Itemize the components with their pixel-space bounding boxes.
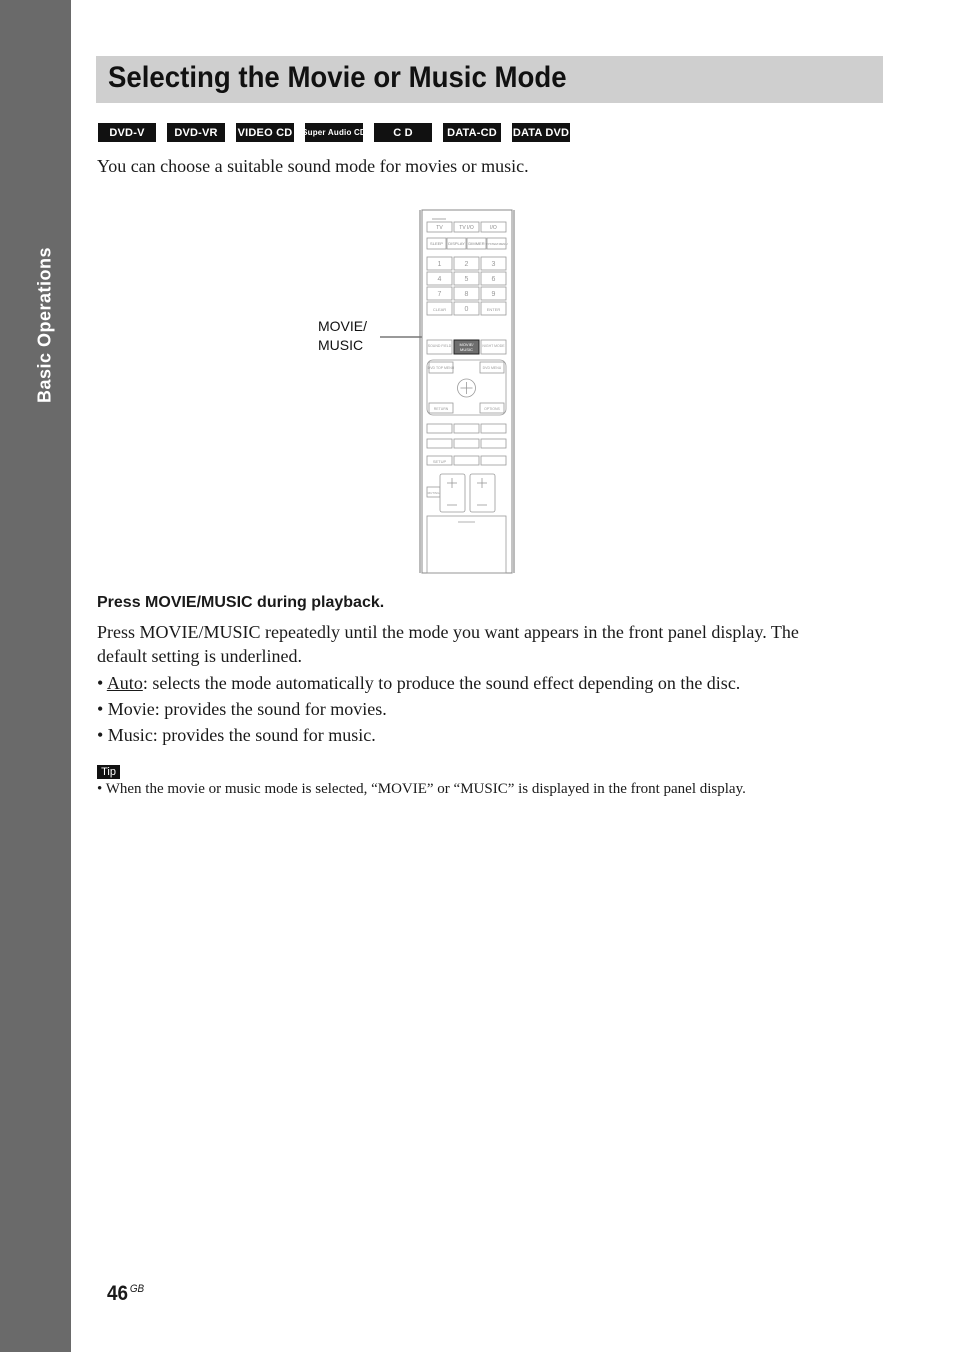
bullet-music: • Music: provides the sound for music. xyxy=(97,725,376,745)
page-number-value: 46 xyxy=(107,1282,129,1305)
bullet-movie: • Movie: provides the sound for movies. xyxy=(97,699,387,719)
page-number-suffix: GB xyxy=(129,1283,145,1295)
remote-digit-7: 7 xyxy=(437,291,442,298)
remote-label-sleep: SLEEP xyxy=(430,241,443,246)
page-title: Selecting the Movie or Music Mode xyxy=(108,61,567,94)
remote-label-tv: TV xyxy=(436,225,443,231)
remote-label-sound-field: SOUND FIELD xyxy=(427,344,452,348)
callout-label-line1: MOVIE/ xyxy=(318,318,368,334)
movie-music-button-highlight xyxy=(454,340,479,354)
remote-label-display: DISPLAY xyxy=(448,241,465,246)
page-number xyxy=(107,1282,144,1306)
badge-data-dvd: DATA DVD xyxy=(512,123,570,142)
remote-label-clear: CLEAR xyxy=(432,307,447,312)
body-text-line1: Press MOVIE/MUSIC repeatedly until the mode you want appears in the front panel display. The xyxy=(97,622,799,642)
bullet-auto xyxy=(97,671,740,695)
remote-digit-0: 0 xyxy=(464,306,469,313)
body-text-line2: default setting is underlined. xyxy=(97,646,302,666)
remote-label-dvd-menu: DVD MENU xyxy=(482,366,502,370)
remote-control-illustration xyxy=(300,200,540,580)
intro-text: You can choose a suitable sound mode for movies or music. xyxy=(97,156,529,176)
remote-transport-buttons xyxy=(427,424,506,465)
remote-label-dimmer: DIMMER xyxy=(468,241,485,246)
remote-label-muting: MUTING xyxy=(427,491,440,495)
badge-super-audio-cd: Super Audio CD xyxy=(305,123,363,142)
tip-badge: Tip xyxy=(97,765,120,779)
remote-label-enter: ENTER xyxy=(486,307,501,312)
badge-dvd-vr: DVD-VR xyxy=(167,123,225,142)
tip-text: • When the movie or music mode is selected, “MOVIE” or “MUSIC” is displayed in the front panel display. xyxy=(97,781,746,797)
badge-video-cd: VIDEO CD xyxy=(236,123,294,142)
remote-label-return: RETURN xyxy=(433,407,449,411)
section-label: Basic Operations xyxy=(34,246,55,404)
bullet-auto-rest: : selects the mode automatically to produce the sound effect depending on the disc. xyxy=(142,673,741,693)
remote-digit-4: 4 xyxy=(437,276,442,283)
remote-label-dvd-top-menu: DVD TOP MENU xyxy=(427,366,455,370)
remote-digit-2: 2 xyxy=(464,261,469,268)
remote-digit-5: 5 xyxy=(464,276,469,283)
highlight-label-top: MOVIE/ xyxy=(459,342,474,347)
badge-cd: C D xyxy=(374,123,432,142)
remote-label-tv-io: TV I/O xyxy=(459,225,474,231)
badge-dvd-v: DVD-V xyxy=(98,123,156,142)
remote-label-io: I/O xyxy=(490,225,497,231)
title-bar xyxy=(96,56,883,103)
remote-nav-cluster xyxy=(427,360,506,415)
remote-digit-6: 6 xyxy=(491,276,496,283)
bullet-auto-prefix: • xyxy=(97,673,107,693)
remote-digit-8: 8 xyxy=(464,291,469,298)
callout-label-line2: MUSIC xyxy=(318,337,364,353)
remote-label-options: OPTIONS xyxy=(484,407,500,411)
remote-digit-1: 1 xyxy=(437,261,442,268)
side-section-tab xyxy=(0,0,71,1352)
remote-label-setup: SETUP xyxy=(432,459,447,464)
highlight-label-bottom: MUSIC xyxy=(460,347,473,352)
step-heading: Press MOVIE/MUSIC during playback. xyxy=(97,594,385,611)
remote-digit-3: 3 xyxy=(491,261,496,268)
remote-digit-9: 9 xyxy=(491,291,496,298)
remote-label-system-menu: SYSTEM MENU xyxy=(485,242,508,246)
remote-label-night-mode: NIGHT MODE xyxy=(482,344,505,348)
badge-data-cd: DATA-CD xyxy=(443,123,501,142)
bullet-auto-term: Auto xyxy=(106,673,143,693)
